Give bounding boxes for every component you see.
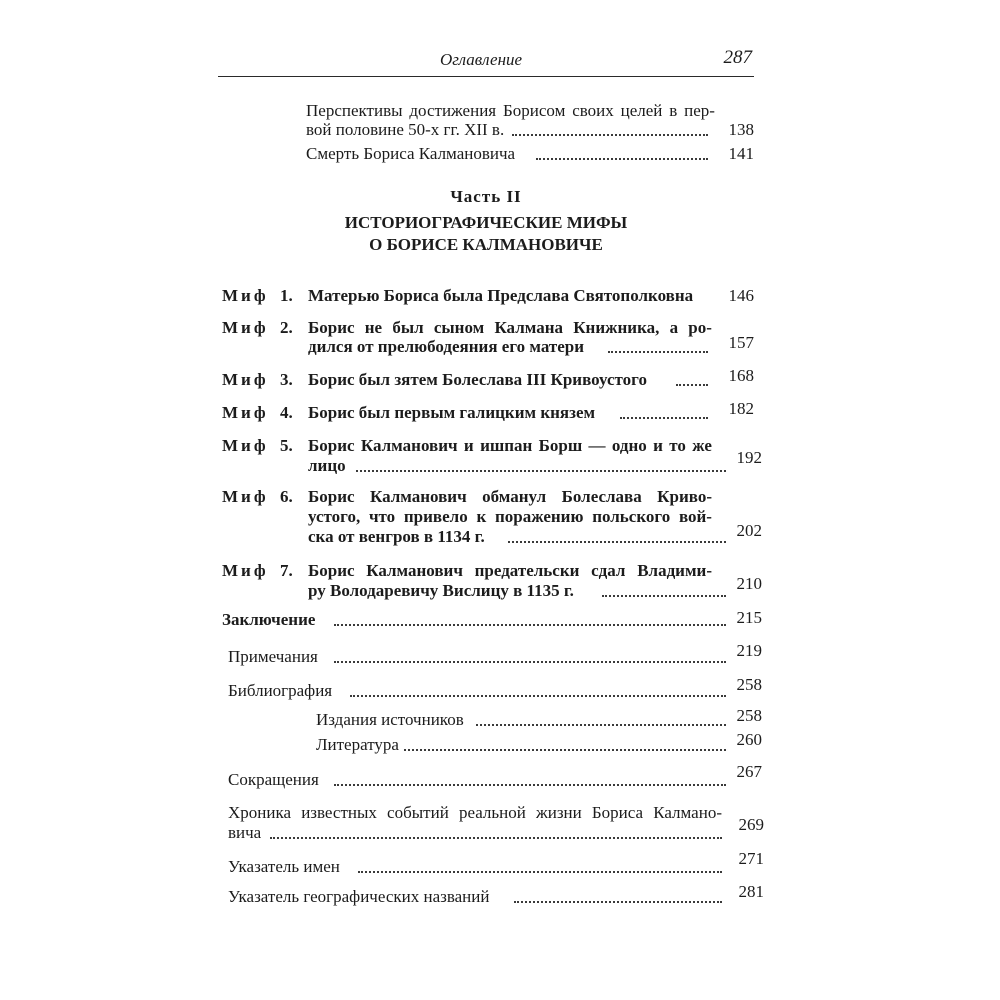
- toc-page-number: 141: [728, 144, 754, 163]
- toc-page-number: 192: [736, 448, 762, 467]
- toc-page-number: 157: [728, 333, 754, 352]
- page-number: 287: [723, 47, 752, 68]
- myth-number: 4.: [280, 403, 293, 422]
- myth-number: 6.: [280, 487, 293, 506]
- toc-page-number: 210: [736, 574, 762, 593]
- dot-leader: [270, 835, 722, 839]
- myth-title: Борис был зятем Болеслава III Кривоустого: [308, 370, 647, 389]
- dot-leader: [508, 539, 726, 543]
- myth-label: Миф: [222, 286, 269, 305]
- myth-label: Миф: [222, 370, 269, 389]
- myth-number: 1.: [280, 286, 293, 305]
- toc-page-number: 146: [728, 286, 754, 305]
- dot-leader: [602, 593, 726, 597]
- toc-entry-text-line1: Перспективы достижения Борисом своих целей в пер-: [306, 101, 715, 120]
- toc-page-number: 281: [738, 882, 764, 901]
- toc-entry-text-line1: Хроника известных событий реальной жизни Бориса Калмано-: [228, 803, 722, 822]
- toc-entry-text: Библиография: [228, 681, 333, 700]
- toc-entry-text-line2: вича: [228, 823, 262, 842]
- dot-leader: [512, 132, 708, 136]
- toc-page-number: 138: [728, 120, 754, 139]
- dot-leader: [620, 415, 708, 419]
- toc-page-number: 269: [738, 815, 764, 834]
- part-subtitle-line1: ИСТОРИОГРАФИЧЕСКИЕ МИФЫ: [344, 213, 628, 232]
- myth-label: Миф: [222, 436, 269, 455]
- myth-label: Миф: [222, 487, 269, 506]
- dot-leader: [608, 349, 708, 353]
- myth-label: Миф: [222, 561, 269, 580]
- dot-leader: [350, 693, 726, 697]
- toc-page-number: 202: [736, 521, 762, 540]
- myth-title-line1: Борис Калманович и ишпан Борш — одно и то же: [308, 436, 712, 455]
- myth-number: 5.: [280, 436, 293, 455]
- myth-label: Миф: [222, 403, 269, 422]
- toc-entry-text-line2: вой половине 50-х гг. XII в.: [306, 120, 505, 139]
- running-head-title: Оглавление: [440, 50, 523, 69]
- dot-leader: [514, 899, 722, 903]
- dot-leader: [356, 468, 726, 472]
- dot-leader: [536, 156, 708, 160]
- toc-entry-text: Сокращения: [228, 770, 319, 789]
- dot-leader: [676, 382, 708, 386]
- myth-number: 2.: [280, 318, 293, 337]
- myth-number: 3.: [280, 370, 293, 389]
- myth-title: Борис был первым галицким князем: [308, 403, 596, 422]
- toc-entry-text: Литература: [316, 735, 399, 754]
- dot-leader: [334, 622, 726, 626]
- toc-page-number: 168: [728, 366, 754, 385]
- myth-title-line2: ру Володаревичу Вислицу в 1135 г.: [308, 581, 574, 600]
- myth-title-line2: дился от прелюбодеяния его матери: [308, 337, 585, 356]
- part-subtitle-line2: О БОРИСЕ КАЛМАНОВИЧЕ: [369, 235, 603, 254]
- toc-entry-text: Примечания: [228, 647, 318, 666]
- part-title: Часть II: [450, 187, 522, 206]
- toc-entry-text: Указатель имен: [228, 857, 340, 876]
- toc-page-number: 271: [738, 849, 764, 868]
- myth-title-line1: Борис Калманович обманул Болеслава Криво-: [308, 487, 712, 506]
- toc-page-number: 182: [728, 399, 754, 418]
- myth-label: Миф: [222, 318, 269, 337]
- myth-title-line1: Борис Калманович предательски сдал Владими-: [308, 561, 712, 580]
- dot-leader: [404, 747, 726, 751]
- toc-page-number: 219: [736, 641, 762, 660]
- toc-page-number: 267: [736, 762, 762, 781]
- myth-title-line1: Борис не был сыном Калмана Книжника, а ро-: [308, 318, 712, 337]
- myth-number: 7.: [280, 561, 293, 580]
- toc-page-number: 258: [736, 675, 762, 694]
- toc-page-number: 258: [736, 706, 762, 725]
- running-head: [218, 46, 754, 77]
- myth-title-line3: ска от венгров в 1134 г.: [308, 527, 485, 546]
- toc-entry-text: Указатель географических названий: [228, 887, 490, 906]
- toc-page-number: 215: [736, 608, 762, 627]
- toc-entry-text: Смерть Бориса Калмановича: [306, 144, 516, 163]
- toc-page-number: 260: [736, 730, 762, 749]
- toc-entry-text: Издания источников: [316, 710, 464, 729]
- dot-leader: [334, 782, 726, 786]
- myth-title-line2: устого, что привело к поражению польского вой-: [308, 507, 712, 526]
- dot-leader: [476, 722, 726, 726]
- myth-title: Матерью Бориса была Предслава Святополковна: [308, 286, 694, 305]
- toc-entry-text: Заключение: [222, 610, 316, 629]
- dot-leader: [358, 869, 722, 873]
- dot-leader: [334, 659, 726, 663]
- myth-title-line2: лицо: [308, 456, 346, 475]
